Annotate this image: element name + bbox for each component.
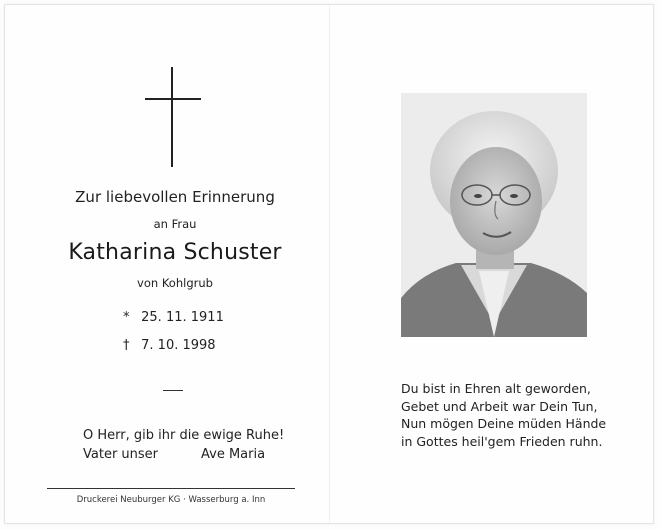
portrait-photo <box>401 93 587 337</box>
deceased-name: Katharina Schuster <box>68 240 282 265</box>
card-fold-line <box>329 5 330 523</box>
death-date-line <box>123 338 216 353</box>
death-date: 7. 10. 1998 <box>141 338 216 353</box>
poem-line: Du bist in Ehren alt geworden, <box>401 381 591 396</box>
memorial-card <box>4 4 654 524</box>
salutation-text: an Frau <box>153 217 197 231</box>
cross-icon <box>145 67 201 167</box>
prayer-ave-maria: Ave Maria <box>201 447 266 462</box>
poem <box>401 380 606 450</box>
divider-dash <box>163 390 183 391</box>
birth-date: 25. 11. 1911 <box>141 310 224 325</box>
origin-text: von Kohlgrub <box>137 276 213 290</box>
poem-line: Nun mögen Deine müden Hände <box>401 416 607 431</box>
intro-text: Zur liebevollen Erinnerung <box>75 188 275 206</box>
printer-rule <box>47 488 295 489</box>
prayer-text: O Herr, gib ihr die ewige Ruhe! <box>83 428 285 443</box>
printer-credit: Druckerei Neuburger KG · Wasserburg a. Inn <box>76 495 266 505</box>
poem-line: in Gottes heil'gem Frieden ruhn. <box>401 433 603 449</box>
poem-line: Gebet und Arbeit war Dein Tun, <box>401 398 598 414</box>
birth-symbol: * <box>123 310 130 325</box>
death-symbol: † <box>123 338 130 353</box>
prayer-vater-unser: Vater unser <box>83 447 159 462</box>
birth-date-line <box>123 310 224 325</box>
